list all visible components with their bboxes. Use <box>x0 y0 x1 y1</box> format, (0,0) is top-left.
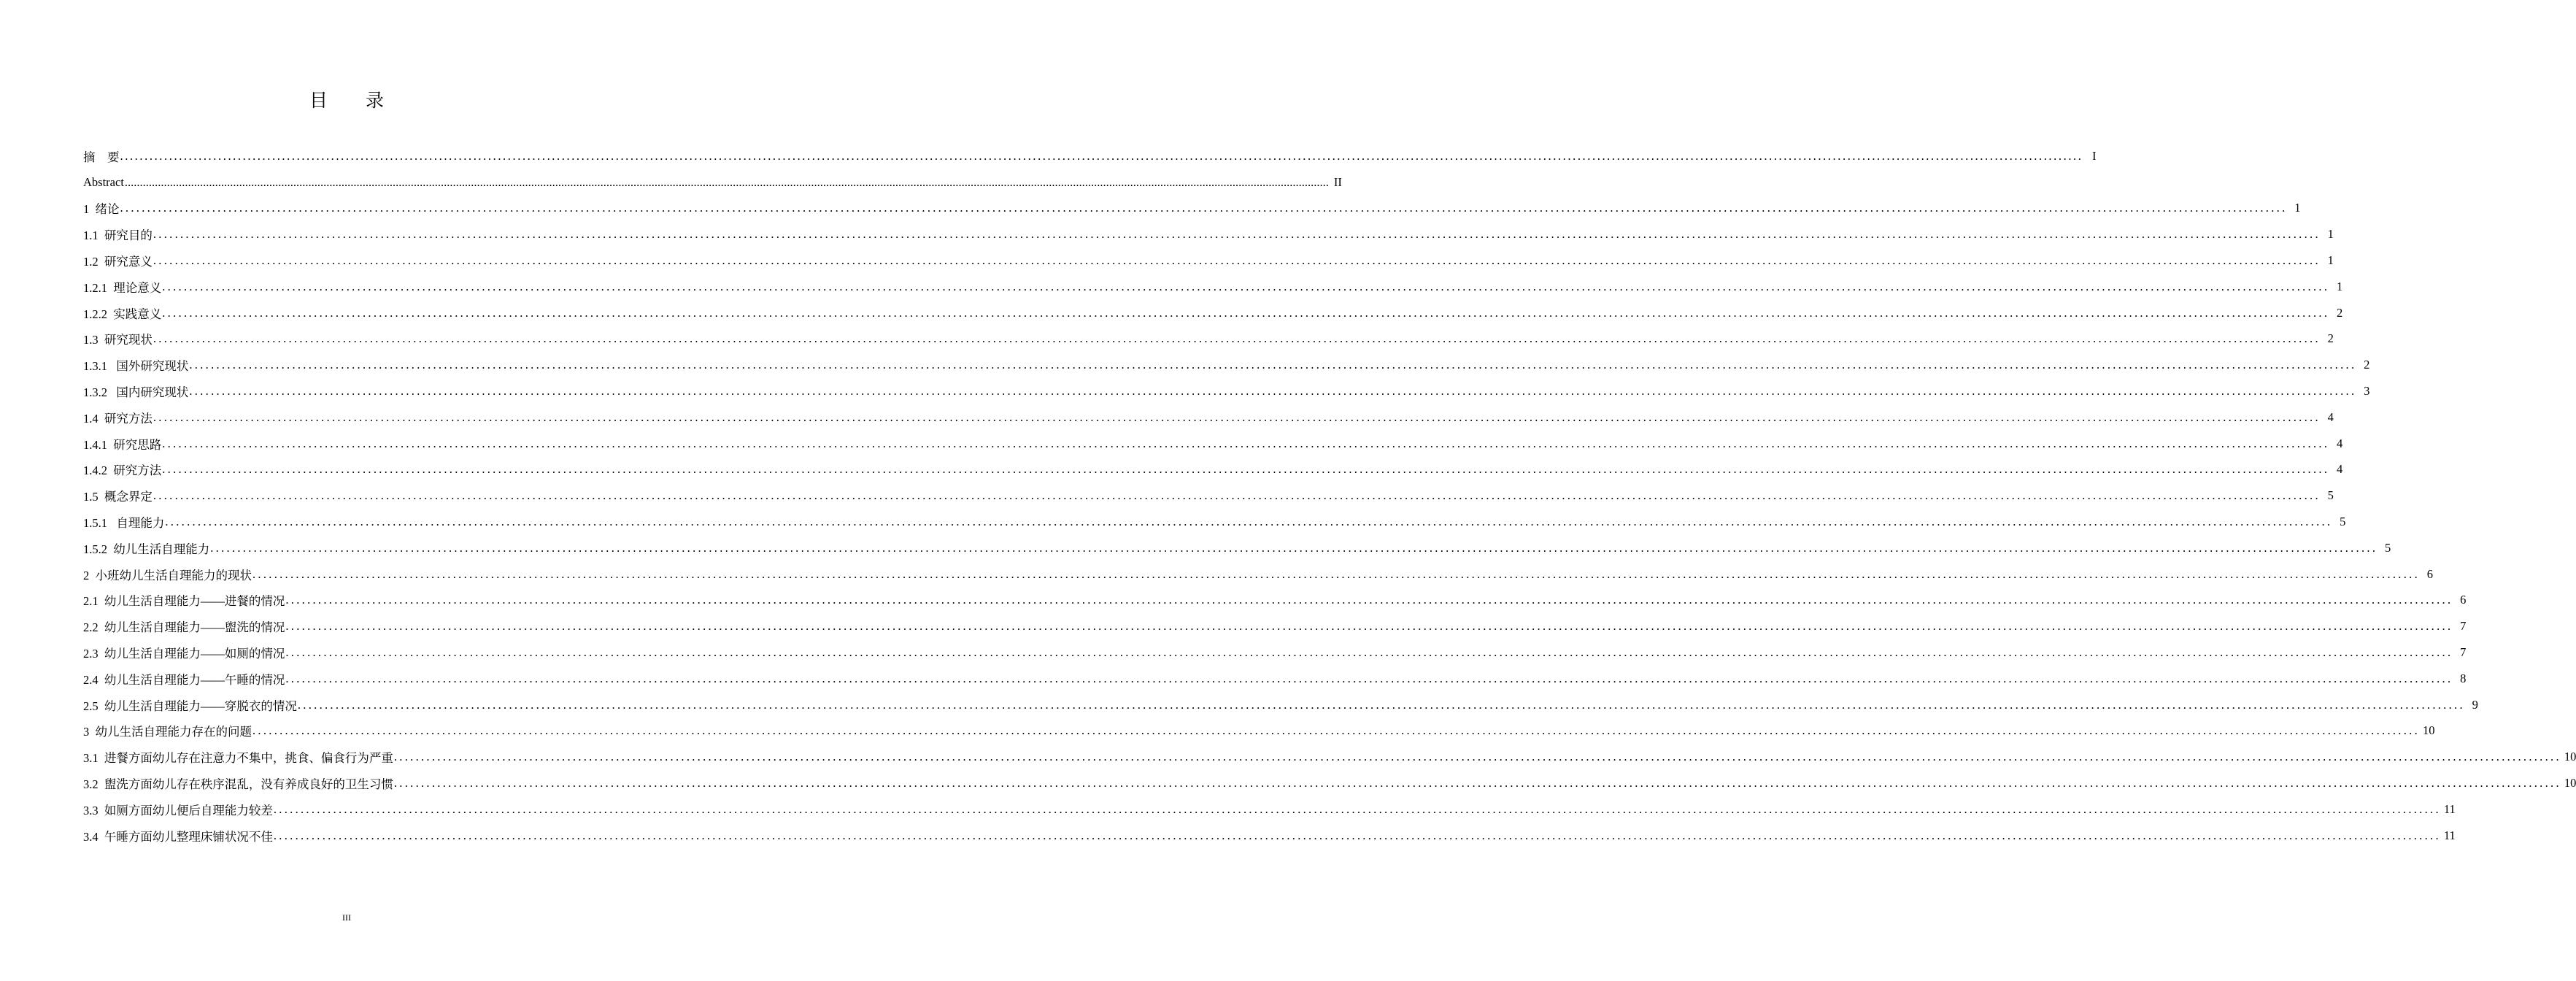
toc-entry[interactable] <box>83 300 2343 326</box>
toc-entry-page: 5 <box>2327 488 2334 503</box>
toc-entry[interactable] <box>83 744 2576 770</box>
toc-leader-dots: ................................................................................................................................................................................................................................................................................................................................................................................................................ <box>162 462 2330 477</box>
toc-entry[interactable] <box>83 352 2370 378</box>
toc-entry-label: 3.2 盥洗方面幼儿存在秩序混乱，没有养成良好的卫生习惯 <box>83 777 393 792</box>
toc-leader-dots: ................................................................................................................................................................................................................................................................................................................................................................................................................ <box>153 331 2321 346</box>
toc-leader-dots: ................................................................................................................................................................................................................................................................................................................................................................................................................ <box>153 488 2321 503</box>
toc-leader-dots: ................................................................................................................................................................................................................................................................................................................................................................................................................ <box>393 750 2561 764</box>
toc-entry[interactable] <box>83 457 2343 483</box>
toc-entry[interactable] <box>83 221 2334 247</box>
toc-entry-page: 6 <box>2460 593 2467 607</box>
toc-entry-page: 9 <box>2472 697 2478 712</box>
toc-entry-label: 2 小班幼儿生活自理能力的现状 <box>83 568 252 582</box>
toc-entry-label: 1.3 研究现状 <box>83 333 153 347</box>
toc-leader-dots: ................................................................................................................................................................................................................................................................................................................................................................................................................ <box>124 174 1329 189</box>
toc-entry-page: I <box>2092 148 2097 163</box>
toc-leader-dots: ................................................................................................................................................................................................................................................................................................................................................................................................................ <box>120 148 2083 163</box>
toc-entry-label: 3.3 如厕方面幼儿便后自理能力较差 <box>83 803 273 818</box>
page-number-footer: III <box>342 912 351 923</box>
toc-entry-label: 2.5 幼儿生活自理能力——穿脱衣的情况 <box>83 699 297 713</box>
toc-entry-label: 3 幼儿生活自理能力存在的问题 <box>83 725 252 739</box>
toc-entry-page: 4 <box>2337 436 2343 450</box>
toc-entry-label: 3.1 进餐方面幼儿存在注意力不集中，挑食、偏食行为严重 <box>83 751 393 766</box>
toc-entry[interactable] <box>83 196 2301 222</box>
table-of-contents <box>83 143 2576 849</box>
toc-entry-label: 1.4.2 研究方法 <box>83 463 162 478</box>
toc-entry[interactable] <box>83 796 2456 823</box>
toc-entry-label: 2.4 幼儿生活自理能力——午睡的情况 <box>83 672 285 687</box>
toc-entry[interactable] <box>83 692 2478 718</box>
toc-entry-label: 1.5 概念界定 <box>83 490 153 504</box>
toc-entry-label: 1.2.2 实践意义 <box>83 307 162 321</box>
toc-leader-dots: ................................................................................................................................................................................................................................................................................................................................................................................................................ <box>210 540 2378 555</box>
toc-entry[interactable] <box>83 404 2334 431</box>
toc-entry[interactable] <box>83 718 2435 745</box>
toc-entry[interactable] <box>83 143 2097 169</box>
toc-entry-label: 1.4 研究方法 <box>83 411 153 426</box>
toc-entry-label: 1.3.1 国外研究现状 <box>83 359 189 374</box>
toc-entry-label: 摘 要 <box>83 150 120 164</box>
toc-entry[interactable] <box>83 666 2467 692</box>
toc-entry-page: 4 <box>2337 462 2343 477</box>
toc-entry-label: 1.5.1 自理能力 <box>83 516 165 531</box>
toc-entry[interactable] <box>83 535 2391 561</box>
toc-entry-label: Abstract <box>83 174 124 189</box>
toc-entry-label: 1.5.2 幼儿生活自理能力 <box>83 542 210 556</box>
toc-entry-label: 1.3.2 国内研究现状 <box>83 385 189 400</box>
toc-entry[interactable] <box>83 588 2467 614</box>
toc-entry-page: 5 <box>2340 515 2346 529</box>
toc-entry-label: 1.4.1 研究思路 <box>83 437 162 452</box>
toc-entry-page: 5 <box>2385 540 2391 555</box>
toc-entry-page: 7 <box>2460 645 2467 660</box>
toc-leader-dots: ................................................................................................................................................................................................................................................................................................................................................................................................................ <box>252 566 2420 581</box>
toc-entry-label: 1.1 研究目的 <box>83 228 153 243</box>
toc-entry-label: 1.2 研究意义 <box>83 255 153 269</box>
toc-leader-dots: ................................................................................................................................................................................................................................................................................................................................................................................................................ <box>153 227 2321 242</box>
toc-entry-page: 2 <box>2337 305 2343 320</box>
page-title: 目 录 <box>309 90 400 111</box>
toc-entry[interactable] <box>83 247 2334 274</box>
toc-entry[interactable] <box>83 561 2433 588</box>
toc-entry-page: 4 <box>2327 409 2334 424</box>
toc-entry[interactable] <box>83 613 2467 639</box>
toc-entry-page: 7 <box>2460 619 2467 634</box>
toc-entry[interactable] <box>83 823 2456 849</box>
toc-entry[interactable] <box>83 274 2343 300</box>
toc-leader-dots: ................................................................................................................................................................................................................................................................................................................................................................................................................ <box>285 671 2453 685</box>
toc-entry-page: 10 <box>2564 776 2576 790</box>
toc-entry-page: II <box>1333 174 1342 189</box>
toc-leader-dots: ................................................................................................................................................................................................................................................................................................................................................................................................................ <box>252 723 2420 738</box>
toc-entry[interactable] <box>83 431 2343 457</box>
toc-entry-page: 1 <box>2337 279 2343 293</box>
toc-leader-dots: ................................................................................................................................................................................................................................................................................................................................................................................................................ <box>153 409 2321 424</box>
toc-leader-dots: ................................................................................................................................................................................................................................................................................................................................................................................................................ <box>273 801 2441 816</box>
toc-leader-dots: ................................................................................................................................................................................................................................................................................................................................................................................................................ <box>153 253 2321 268</box>
toc-entry-page: 6 <box>2426 566 2433 581</box>
toc-entry-label: 1.2.1 理论意义 <box>83 280 162 295</box>
toc-entry-page: 11 <box>2443 801 2456 816</box>
toc-entry-label: 1 绪论 <box>83 202 120 217</box>
toc-leader-dots: ................................................................................................................................................................................................................................................................................................................................................................................................................ <box>189 384 2357 399</box>
toc-entry-label: 2.2 幼儿生活自理能力——盥洗的情况 <box>83 620 285 635</box>
toc-entry-label: 2.3 幼儿生活自理能力——如厕的情况 <box>83 647 285 661</box>
toc-entry-page: 1 <box>2327 253 2334 268</box>
toc-entry-page: 2 <box>2364 358 2370 372</box>
toc-entry[interactable] <box>83 378 2370 404</box>
toc-entry-label: 3.4 午睡方面幼儿整理床铺状况不佳 <box>83 829 273 844</box>
toc-entry-page: 8 <box>2460 671 2467 685</box>
toc-entry[interactable] <box>83 482 2334 509</box>
toc-entry-label: 2.1 幼儿生活自理能力——进餐的情况 <box>83 594 285 609</box>
toc-leader-dots: ................................................................................................................................................................................................................................................................................................................................................................................................................ <box>285 645 2453 660</box>
toc-leader-dots: ................................................................................................................................................................................................................................................................................................................................................................................................................ <box>285 619 2453 634</box>
toc-entry-page: 1 <box>2294 201 2301 215</box>
toc-leader-dots: ................................................................................................................................................................................................................................................................................................................................................................................................................ <box>273 828 2441 842</box>
toc-leader-dots: ................................................................................................................................................................................................................................................................................................................................................................................................................ <box>297 697 2465 712</box>
toc-entry[interactable] <box>83 326 2334 353</box>
toc-entry[interactable] <box>83 169 1342 196</box>
toc-leader-dots: ................................................................................................................................................................................................................................................................................................................................................................................................................ <box>165 515 2333 529</box>
toc-entry[interactable] <box>83 770 2576 796</box>
toc-entry[interactable] <box>83 509 2346 535</box>
toc-leader-dots: ................................................................................................................................................................................................................................................................................................................................................................................................................ <box>162 305 2330 320</box>
toc-leader-dots: ................................................................................................................................................................................................................................................................................................................................................................................................................ <box>189 358 2357 372</box>
toc-leader-dots: ................................................................................................................................................................................................................................................................................................................................................................................................................ <box>285 593 2453 607</box>
toc-entry-page: 1 <box>2327 227 2334 242</box>
toc-leader-dots: ................................................................................................................................................................................................................................................................................................................................................................................................................ <box>162 279 2330 293</box>
toc-entry-page: 3 <box>2364 384 2370 399</box>
toc-leader-dots: ................................................................................................................................................................................................................................................................................................................................................................................................................ <box>162 436 2330 450</box>
toc-leader-dots: ................................................................................................................................................................................................................................................................................................................................................................................................................ <box>393 776 2561 790</box>
toc-entry-page: 10 <box>2423 723 2435 738</box>
toc-leader-dots: ................................................................................................................................................................................................................................................................................................................................................................................................................ <box>120 201 2288 215</box>
toc-entry[interactable] <box>83 639 2467 666</box>
toc-entry-page: 10 <box>2564 750 2576 764</box>
toc-entry-page: 11 <box>2443 828 2456 842</box>
toc-entry-page: 2 <box>2327 331 2334 346</box>
